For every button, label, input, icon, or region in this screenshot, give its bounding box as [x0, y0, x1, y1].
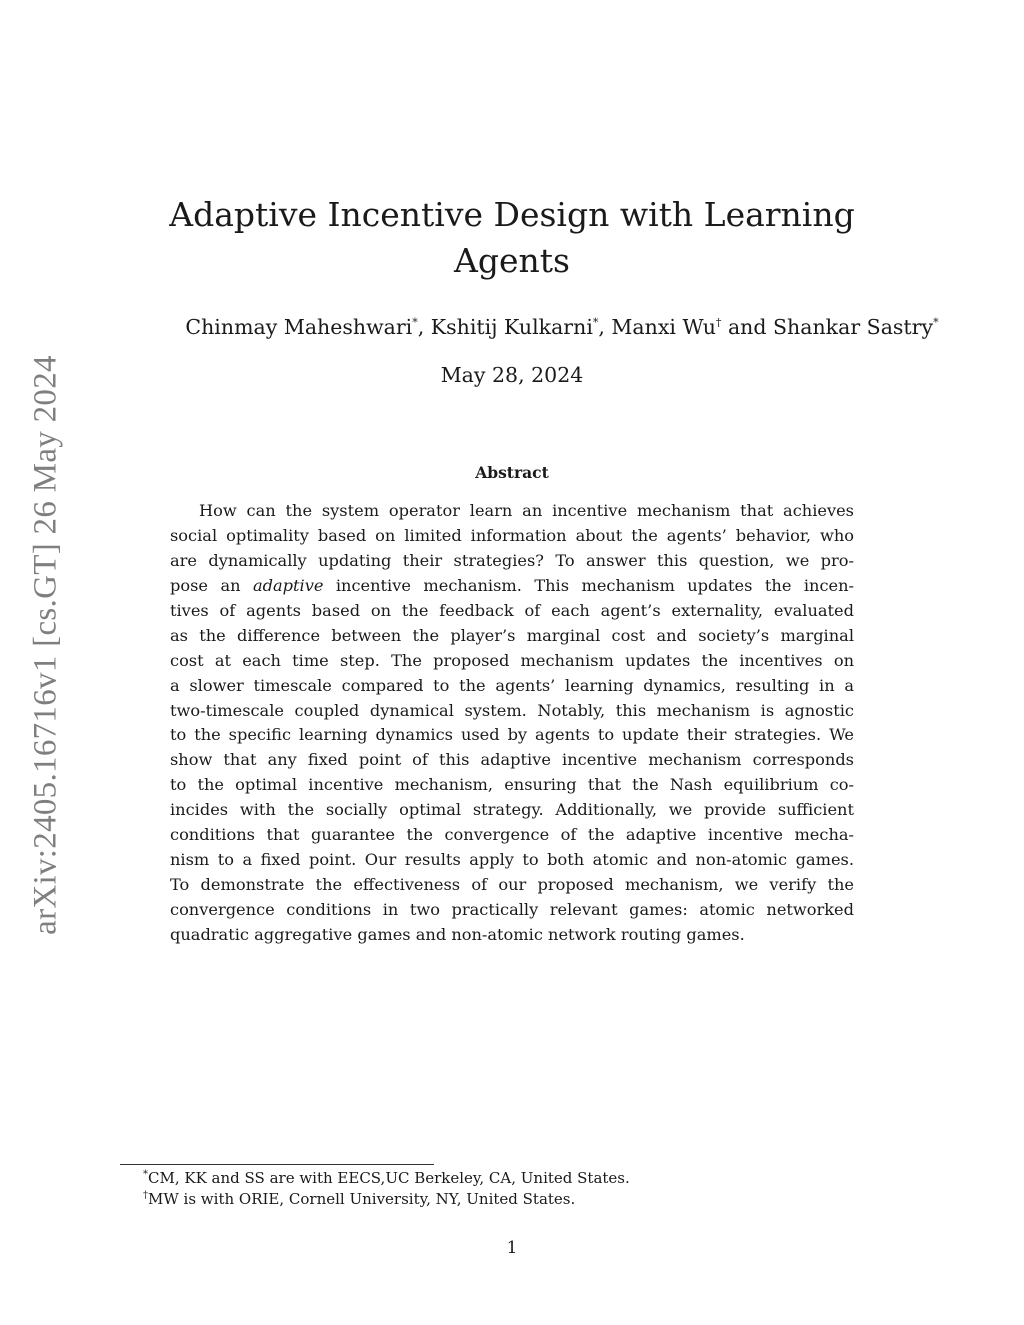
author-affiliation-mark: * [592, 316, 599, 330]
abstract-line: cost at each time step. The proposed mechanism updates the incentives on [170, 650, 854, 670]
paper-title-line: Agents [454, 241, 570, 280]
paper-title [140, 192, 884, 284]
abstract-line: social optimality based on limited information about the agents’ behavior, who [170, 525, 854, 545]
author-name: Manxi Wu [611, 315, 716, 339]
footnote [143, 1189, 903, 1210]
abstract-body [170, 499, 854, 948]
footnote-mark: † [143, 1190, 148, 1201]
abstract-line: to the specific learning dynamics used by agents to update their strategies. We [170, 725, 854, 745]
abstract-emphasis: adaptive [252, 575, 324, 595]
abstract-line: show that any fixed point of this adaptive incentive mechanism corresponds [170, 750, 854, 770]
author-affiliation-mark: * [933, 316, 939, 330]
abstract-line: two-timescale coupled dynamical system. Notably, this mechanism is agnostic [170, 700, 854, 720]
abstract-line: To demonstrate the effectiveness of our proposed mechanism, we verify the [170, 875, 854, 895]
abstract-line: as the difference between the player’s marginal cost and society’s marginal [170, 625, 854, 645]
abstract-line: tives of agents based on the feedback of each agent’s externality, evaluated [170, 600, 854, 620]
footnote-text: MW is with ORIE, Cornell University, NY, United States. [148, 1190, 576, 1208]
footnote-mark: * [143, 1169, 148, 1180]
author-separator: , [417, 315, 431, 339]
author-list [60, 312, 1024, 342]
author-separator: and [721, 315, 774, 339]
arxiv-identifier-stamp: arXiv:2405.16716v1 [cs.GT] 26 May 2024 [27, 355, 64, 935]
abstract-line: quadratic aggregative games and non-atomic network routing games. [170, 924, 745, 944]
abstract-line: conditions that guarantee the convergence of the adaptive incentive mecha- [170, 825, 854, 845]
author-affiliation-mark: † [715, 316, 722, 330]
footnotes [143, 1168, 903, 1210]
abstract-line: nism to a fixed point. Our results apply to both atomic and non-atomic games. [170, 850, 854, 870]
abstract-line: a slower timescale compared to the agents’ learning dynamics, resulting in a [170, 675, 854, 695]
abstract-line: incides with the socially optimal strategy. Additionally, we provide sufficient [170, 800, 854, 820]
author-affiliation-mark: * [412, 316, 418, 330]
abstract-text: incentive mechanism. This mechanism updates the incen- [335, 575, 854, 595]
abstract-line: How can the system operator learn an incentive mechanism that achieves [199, 501, 854, 520]
author-name: Chinmay Maheshwari [185, 315, 413, 339]
abstract-heading: Abstract [475, 463, 549, 482]
footnote-divider [120, 1164, 434, 1165]
publication-date: May 28, 2024 [440, 363, 584, 387]
footnote-text: CM, KK and SS are with EECS,UC Berkeley, CA, United States. [148, 1169, 630, 1187]
abstract-line: to the optimal incentive mechanism, ensuring that the Nash equilibrium co- [170, 775, 854, 795]
author-name: Kshitij Kulkarni [430, 315, 593, 339]
author-separator: , [598, 315, 612, 339]
abstract-text: pose an [170, 575, 241, 595]
footnote [143, 1168, 903, 1189]
abstract-line [170, 574, 854, 599]
abstract-line: convergence conditions in two practically relevant games: atomic networked [170, 900, 854, 919]
abstract-line: are dynamically updating their strategies? To answer this question, we pro- [170, 550, 854, 570]
author-name: Shankar Sastry [773, 315, 934, 339]
paper-title-line: Adaptive Incentive Design with Learning [169, 195, 855, 234]
page-number: 1 [506, 1238, 518, 1258]
